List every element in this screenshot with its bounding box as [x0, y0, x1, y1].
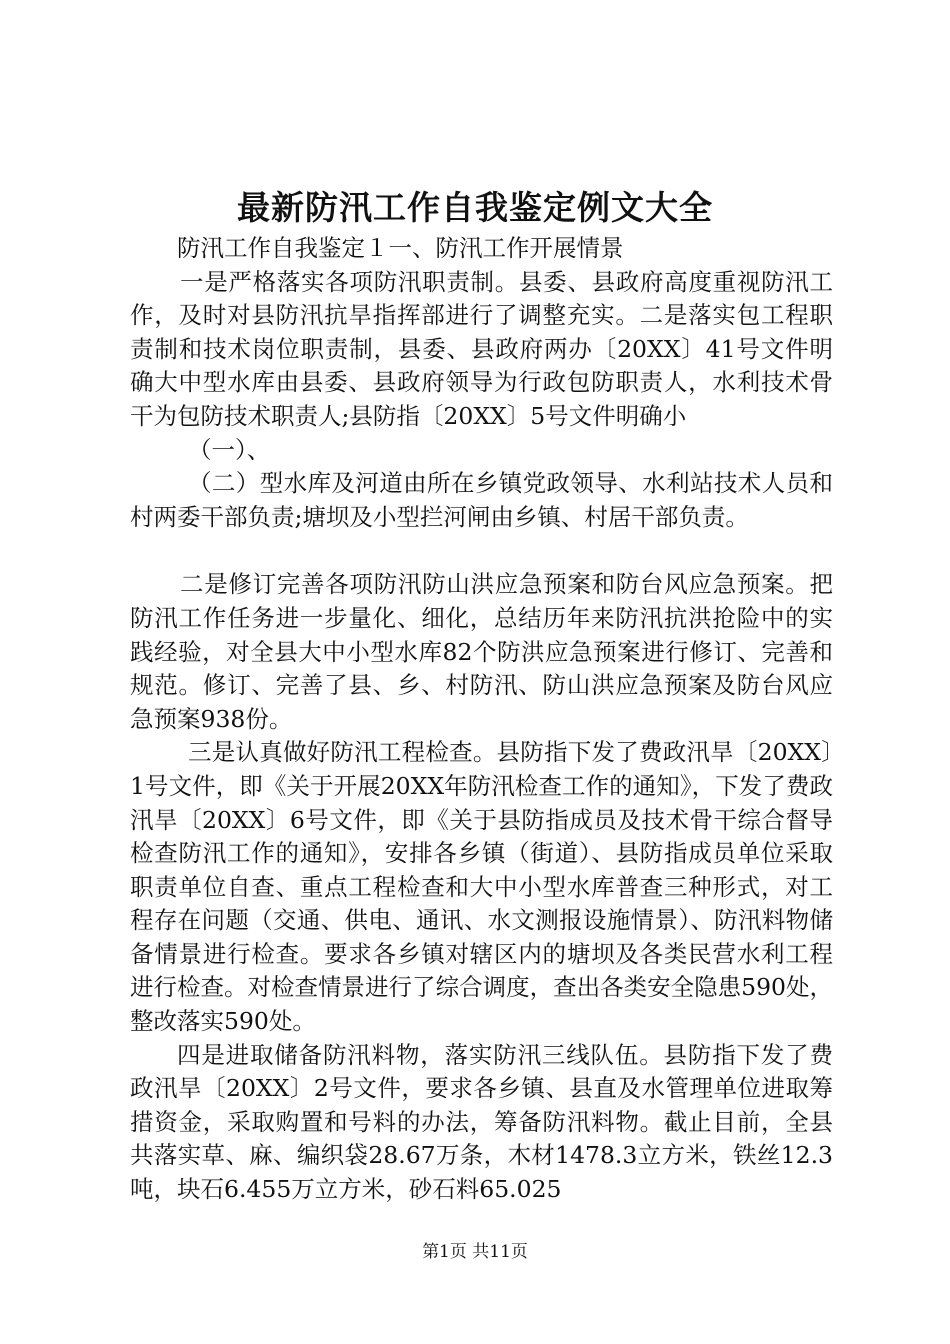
- paragraph-gap: [130, 534, 833, 568]
- paragraph-plans: 二是修订完善各项防汛防山洪应急预案和防台风应急预案。把防汛工作任务进一步量化、细化，总结历年来防汛抗洪抢险中的实践经验，对全县大中小型水库82个防洪应急预案进行修订、完善和规范。修订、完善了县、乡、村防汛、防山洪应急预案及防台风应急预案938份。: [130, 570, 833, 733]
- paragraph-materials: 四是进取储备防汛料物，落实防汛三线队伍。县防指下发了费政汛旱〔20XX〕2号文件，要求各乡镇、县直及水管理单位进取筹措资金，采取购置和号料的办法，筹备防汛料物。截止目前，全县共落实草、麻、编织袋28.67万条，木材1478.3立方米，铁丝12.3吨，块石6.455万立方米，砂石料65.025: [130, 1040, 833, 1204]
- paragraph-inspection: 三是认真做好防汛工程检查。县防指下发了费政汛旱〔20XX〕1号文件，即《关于开展20XX年防汛检查工作的通知》，下发了费政汛旱〔20XX〕6号文件，即《关于县防指成员及技术骨干综合督导检查防汛工作的通知》，安排各乡镇（街道）、县防指成员单位采取职责单位自查、重点工程检查和大中小型水库普查三种形式，对工程存在问题（交通、供电、通讯、水文测报设施情景）、防汛料物储备情景进行检查。要求各乡镇对辖区内的塘坝及各类民营水利工程进行检查。对检查情景进行了综合调度，查出各类安全隐患590处，整改落实590处。: [130, 738, 833, 1036]
- paragraph-responsibility: 一是严格落实各项防汛职责制。县委、县政府高度重视防汛工作，及时对县防汛抗旱指挥部进行了调整充实。二是落实包工程职责制和技术岗位职责制，县委、县政府两办〔20XX〕41号文件明确大中型水库由县委、县政府领导为行政包防职责人，水利技术骨干为包防技术职责人;县防指〔20XX〕5号文件明确小: [130, 267, 833, 430]
- document-title: 最新防汛工作自我鉴定例文大全: [237, 188, 713, 227]
- document-body: [130, 232, 833, 1207]
- paragraph-intro: 防汛工作自我鉴定１一、防汛工作开展情景: [177, 234, 624, 262]
- paragraph-sub-two: （二）型水库及河道由所在乡镇党政领导、水利站技术人员和村两委干部负责;塘坝及小型拦河闸由乡镇、村居干部负责。: [130, 469, 833, 531]
- paragraph-sub-one: （一）、: [188, 435, 271, 464]
- page-footer: 第1页 共11页: [422, 1242, 528, 1262]
